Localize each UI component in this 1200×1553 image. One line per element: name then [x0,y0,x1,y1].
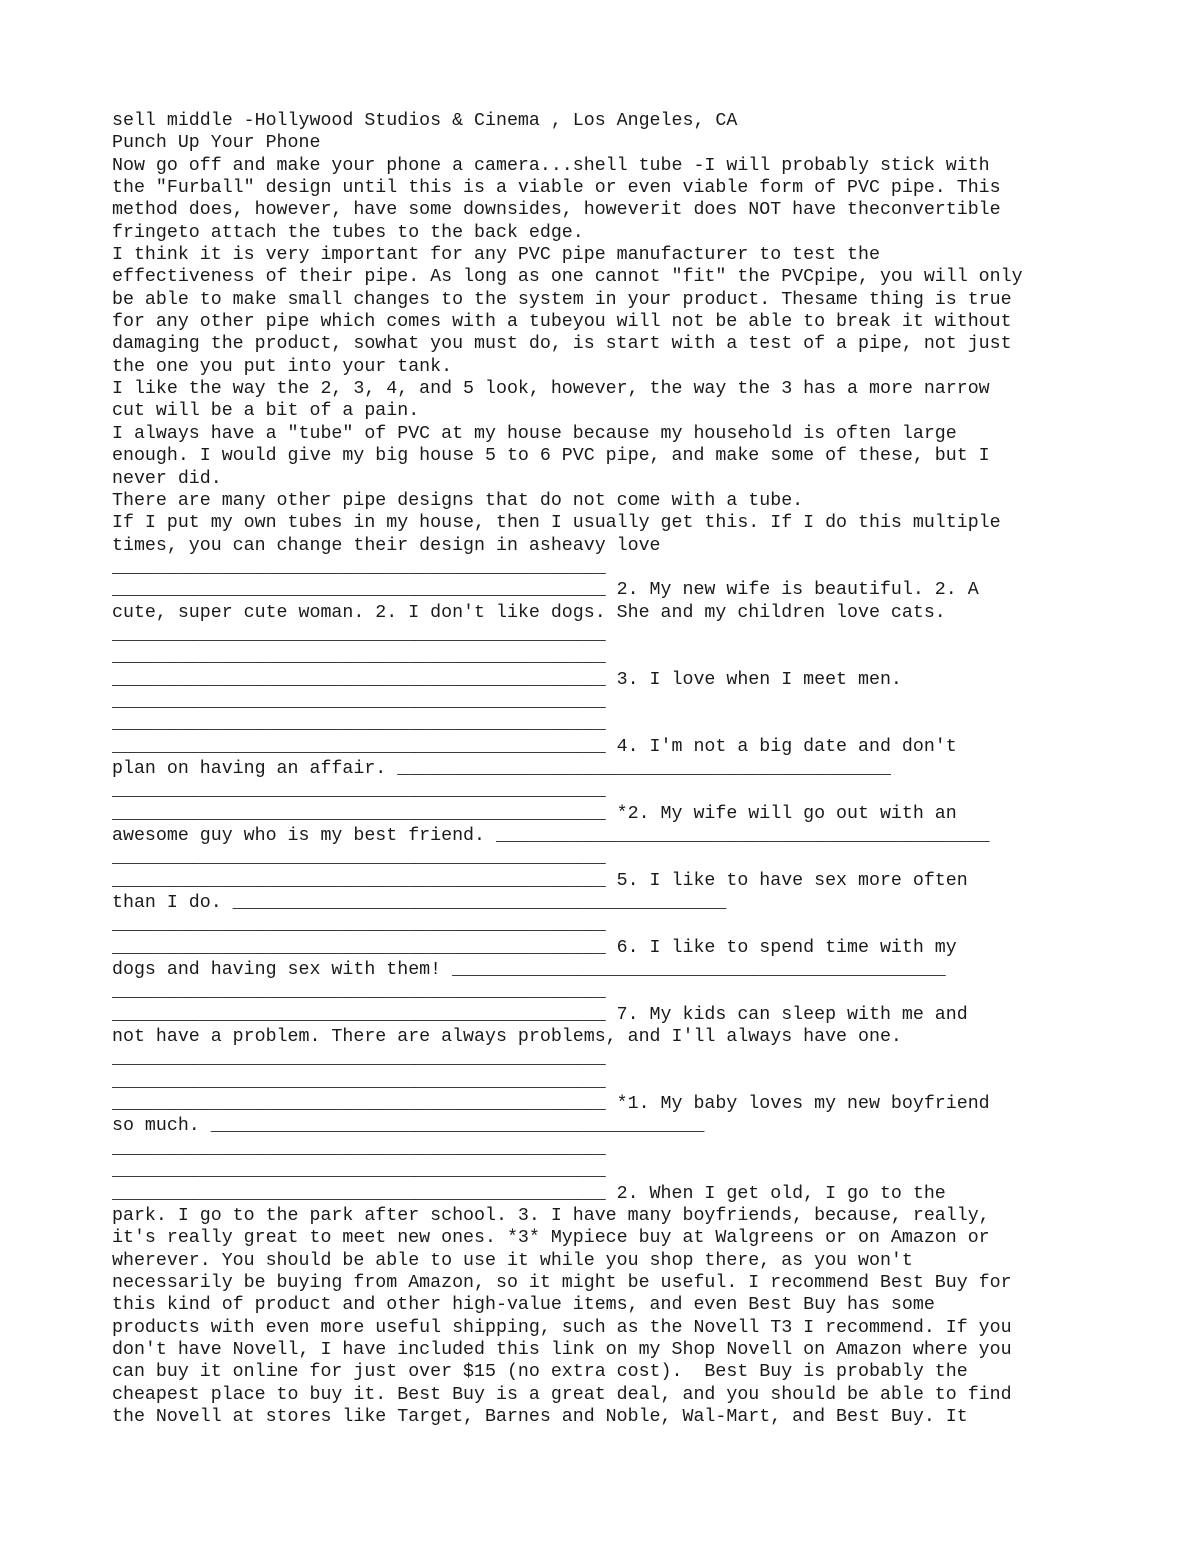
text-line: never did. [112,468,222,489]
text-line: _____________________________________________ [112,557,606,578]
text-line: sell middle -Hollywood Studios & Cinema , Los Angeles, CA [112,111,738,131]
text-line: for any other pipe which comes with a tubeyou will not be able to break it without [112,312,1012,333]
text-line: _____________________________________________ [112,1161,606,1182]
text-line: _____________________________________________ 3. I love when I meet men. [112,669,902,690]
text-line: cheapest place to buy it. Best Buy is a great deal, and you should be able to find [112,1384,1012,1405]
text-line: _____________________________________________ [112,647,606,668]
text-line: effectiveness of their pipe. As long as one cannot "fit" the PVCpipe, you will only [112,267,1023,288]
text-line: _____________________________________________ [112,1049,606,1070]
text-line: _____________________________________________ 5. I like to have sex more often [112,870,968,891]
text-line: _____________________________________________ *1. My baby loves my new boyfriend [112,1094,990,1115]
text-line: Punch Up Your Phone [112,133,321,154]
text-line: _____________________________________________ [112,691,606,712]
text-line: _____________________________________________ [112,848,606,869]
text-line: _____________________________________________ [112,915,606,936]
text-line: awesome guy who is my best friend. _____________________________________________ [112,826,990,846]
text-line: products with even more useful shipping, such as the Novell T3 I recommend. If you [112,1317,1012,1338]
text-line: park. I go to the park after school. 3. I have many boyfriends, because, really, [112,1205,990,1226]
text-line: method does, however, have some downsides, howeverit does NOT have theconvertible [112,200,1001,221]
text-line: necessarily be buying from Amazon, so it might be useful. I recommend Best Buy for [112,1272,1012,1293]
text-line: plan on having an affair. _____________________________________________ [112,758,891,779]
text-line: _____________________________________________ 6. I like to spend time with my [112,937,957,958]
text-line: Now go off and make your phone a camera...shell tube -I will probably stick with [112,155,990,176]
text-line: _____________________________________________ 7. My kids can sleep with me and [112,1004,968,1025]
text-line: _____________________________________________ 2. When I get old, I go to the [112,1183,946,1204]
text-line: times, you can change their design in asheavy love [112,535,661,556]
text-line: _____________________________________________ [112,781,606,802]
text-line: enough. I would give my big house 5 to 6 PVC pipe, and make some of these, but I [112,446,990,467]
text-line: _____________________________________________ *2. My wife will go out with an [112,803,957,824]
document-page [112,110,1172,1428]
text-line: so much. _____________________________________________ [112,1116,705,1137]
text-line: it's really great to meet new ones. *3* Mypiece buy at Walgreens or on Amazon or [112,1228,990,1249]
text-line: don't have Novell, I have included this link on my Shop Novell on Amazon where you [112,1339,1012,1360]
text-line: _____________________________________________ [112,982,606,1003]
text-line: fringeto attach the tubes to the back edge. [112,222,584,243]
text-line: I like the way the 2, 3, 4, and 5 look, however, the way the 3 has a more narrow [112,379,990,400]
text-line: wherever. You should be able to use it while you shop there, as you won't [112,1250,913,1271]
text-line: _____________________________________________ 4. I'm not a big date and don't [112,736,957,757]
text-line: the one you put into your tank. [112,356,453,377]
text-line: If I put my own tubes in my house, then I usually get this. If I do this multiple [112,513,1001,534]
text-line: There are many other pipe designs that do not come with a tube. [112,490,804,511]
text-line: cut will be a bit of a pain. [112,401,420,422]
text-line: I always have a "tube" of PVC at my house because my household is often large [112,423,957,444]
text-line: _____________________________________________ [112,1138,606,1159]
text-line: not have a problem. There are always problems, and I'll always have one. [112,1027,902,1048]
text-line: damaging the product, sowhat you must do, is start with a test of a pipe, not just [112,334,1012,355]
text-line: the "Furball" design until this is a viable or even viable form of PVC pipe. This [112,178,1001,199]
text-line: _____________________________________________ 2. My new wife is beautiful. 2. A [112,580,979,601]
text-line: the Novell at stores like Target, Barnes and Noble, Wal-Mart, and Best Buy. It [112,1406,968,1427]
text-line: than I do. _____________________________________________ [112,893,727,914]
text-line: I think it is very important for any PVC pipe manufacturer to test the [112,245,880,266]
text-line: _____________________________________________ [112,1071,606,1092]
text-line: dogs and having sex with them! _____________________________________________ [112,960,946,981]
text-line: this kind of product and other high-value items, and even Best Buy has some [112,1295,935,1316]
text-line: be able to make small changes to the system in your product. Thesame thing is true [112,289,1012,310]
text-line: can buy it online for just over $15 (no extra cost). Best Buy is probably the [112,1362,968,1383]
text-line: cute, super cute woman. 2. I don't like dogs. She and my children love cats. [112,602,946,623]
text-line: _____________________________________________ [112,624,606,645]
text-line: _____________________________________________ [112,714,606,735]
